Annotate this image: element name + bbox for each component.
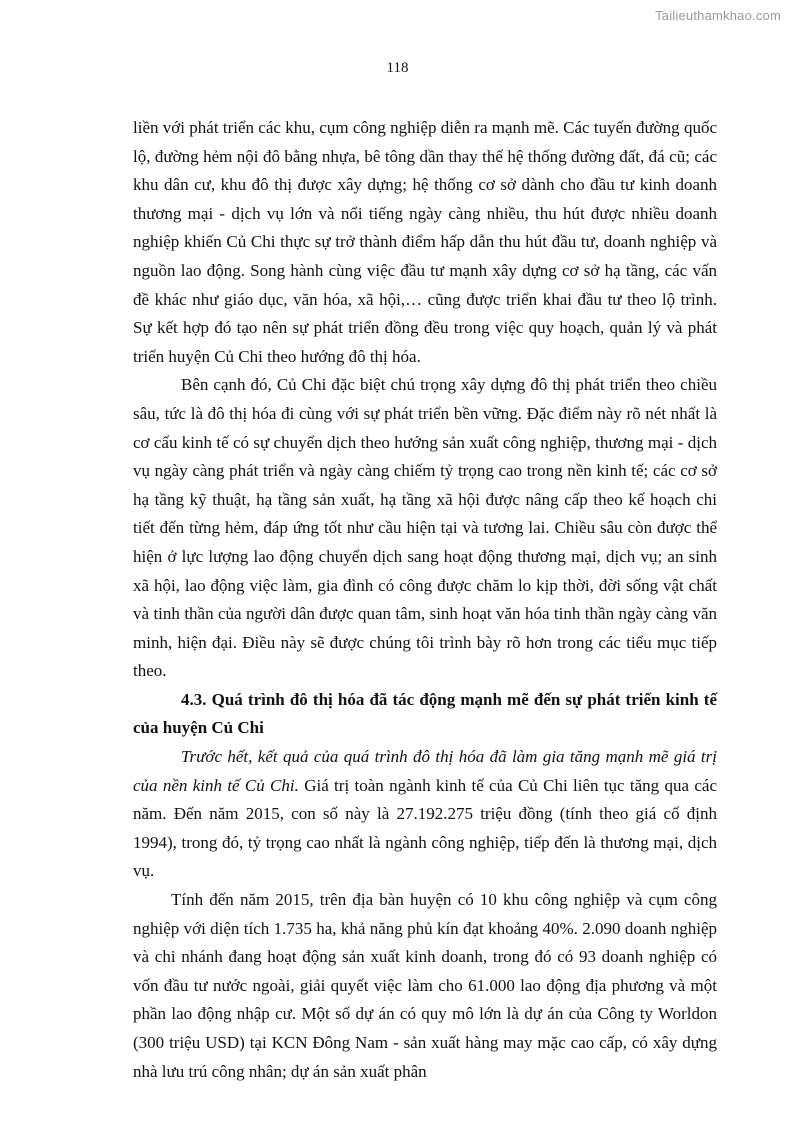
paragraph-3-italic: Trước hết, kết quả của quá trình đô thị hóa đã làm gia tăng mạnh mẽ giá trị của nền kinh tế Củ Chi. [133, 747, 717, 795]
page-body [133, 114, 717, 1086]
section-heading: 4.3. Quá trình đô thị hóa đã tác động mạnh mẽ đến sự phát triển kinh tế của huyện Củ Chi [133, 689, 717, 738]
paragraph-3 [133, 743, 717, 886]
paragraph-2: Bên cạnh đó, Củ Chi đặc biệt chú trọng xây dựng đô thị phát triển theo chiều sâu, tức là đô thị hóa đi cùng với sự phát triển bền vững. Đặc điểm này rõ nét nhất là cơ cấu kinh tế có sự chuyển dịch theo hướng sản xuất công nghiệp, thương mại - dịch vụ ngày càng phát triển và ngày càng chiếm tỷ trọng cao trong nền kinh tế; các cơ sở hạ tầng kỹ thuật, hạ tầng sản xuất, hạ tầng xã hội được nâng cấp theo kế hoạch chi tiết đến từng hẻm, đáp ứng tốt như cầu hiện tại và tương lai. Chiều sâu còn được thể hiện ở lực lượng lao động chuyển dịch sang hoạt động thương mại, dịch vụ; an sinh xã hội, lao động việc làm, gia đình có công được chăm lo kịp thời, đời sống vật chất và tinh thần của người dân được quan tâm, sinh hoạt văn hóa tinh thần ngày càng văn minh, hiện đại. Điều này sẽ được chúng tôi trình bày rõ hơn trong các tiểu mục tiếp theo. [133, 375, 717, 681]
paragraph-1: liền với phát triển các khu, cụm công nghiệp diễn ra mạnh mẽ. Các tuyến đường quốc lộ, đường hẻm nội đô bằng nhựa, bê tông dần thay thế hệ thống đường đất, đá cũ; các khu dân cư, khu đô thị được xây dựng; hệ thống cơ sở dành cho đầu tư kinh doanh thương mại - dịch vụ lớn và nổi tiếng ngày càng nhiều, thu hút được nhiều doanh nghiệp khiến Củ Chi thực sự trở thành điểm hấp dẫn thu hút đầu tư, doanh nghiệp và nguồn lao động. Song hành cùng việc đầu tư mạnh xây dựng cơ sở hạ tầng, các vấn đề khác như giáo dục, văn hóa, xã hội,… cũng được triển khai đầu tư theo lộ trình. Sự kết hợp đó tạo nên sự phát triển đồng đều trong việc quy hoạch, quản lý và phát triển huyện Củ Chi theo hướng đô thị hóa. [133, 118, 717, 366]
watermark: Tailieuthamkhao.com [655, 8, 781, 23]
paragraph-3-text: Giá trị toàn ngành kinh tế của Củ Chi liên tục tăng qua các năm. Đến năm 2015, con số này là 27.192.275 triệu đồng (tính theo giá cố định 1994), trong đó, tỷ trọng cao nhất là ngành công nghiệp, tiếp đến là thương mại, dịch vụ. [133, 775, 717, 881]
paragraph-4: Tính đến năm 2015, trên địa bàn huyện có 10 khu công nghiệp và cụm công nghiệp với diện tích 1.735 ha, khả năng phủ kín đạt khoảng 40%. 2.090 doanh nghiệp và chi nhánh đang hoạt động sản xuất kinh doanh, trong đó có 93 doanh nghiệp có vốn đầu tư nước ngoài, giải quyết việc làm cho 61.000 lao động địa phương và một phần lao động nhập cư. Một số dự án có quy mô lớn là dự án của Công ty Worldon (300 triệu USD) tại KCN Đông Nam - sản xuất hàng may mặc cao cấp, có xây dựng nhà lưu trú công nhân; dự án sản xuất phân [133, 890, 717, 1081]
page-number: 118 [386, 60, 409, 76]
